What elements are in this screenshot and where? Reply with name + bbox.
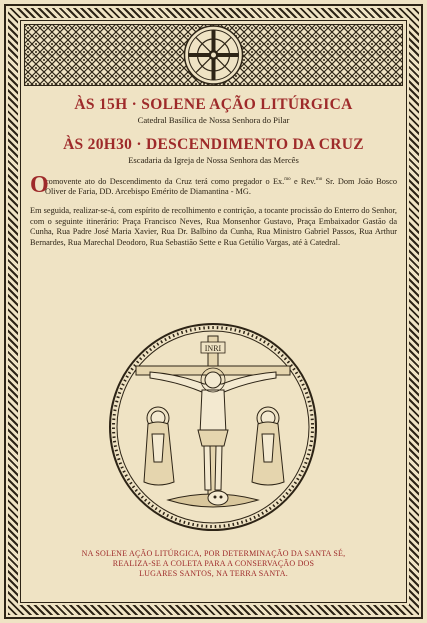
paragraph-preacher-text-2: e Rev. [290,176,316,186]
dropcap-letter: O [30,172,49,198]
subheading-cathedral: Catedral Basílica de Nossa Senhora do Pilar [137,115,290,125]
crucifixion-medallion-icon [108,322,318,532]
paragraph-preacher-text-3: Sr. Dom João Bosco Oliver de Faria, DD. Arcebispo Emérito de Diamantina - MG. [45,176,397,197]
paragraph-preacher [30,172,397,198]
heading-descent-from-cross: ÀS 20H30 · DESCENDIMENTO DA CRUZ [63,136,364,153]
footer-line-1: NA SOLENE AÇÃO LITÚRGICA, POR DETERMINAÇÃO DA SANTA SÉ, [81,549,346,558]
ornamental-header-band [24,24,403,86]
subheading-stairway: Escadaria da Igreja de Nossa Senhora das Mercês [128,155,299,165]
superscript-2: mo [315,177,323,182]
celtic-cross-medallion-icon [185,26,243,84]
footer-line-2: REALIZA-SE A COLETA PARA A CONSERVAÇÃO DOS [112,559,315,568]
paragraph-preacher-text-1: comovente ato do Descendimento da Cruz terá como pregador o Ex. [45,176,285,186]
heading-liturgical-action: ÀS 15H · SOLENE AÇÃO LITÚRGICA [74,96,353,113]
titulus-inscription: INRI [204,344,222,353]
superscript-1: mo [284,177,291,182]
paragraph-procession-itinerary: Em seguida, realizar-se-á, com espírito de recolhimento e contrição, a tocante procissão do Enterro do Senhor, com o seguinte itinerário: Praça Francisco Neves, Rua Monsenhor Gustavo, Praça Embaixador Gastão da Cunha, Rua Padre José Maria Xavier, Rua Dr. Balbino da Cunha, Rua Ministro Gabriel Passos, Rua Arthur Bernardes, Rua Marechal Deodoro, Rua Sebastião Sette e Rua Getúlio Vargas, até à Catedral. [30,205,397,247]
footer-notice [40,549,387,579]
footer-line-3: LUGARES SANTOS, NA TERRA SANTA. [139,569,288,578]
main-content [30,96,397,248]
